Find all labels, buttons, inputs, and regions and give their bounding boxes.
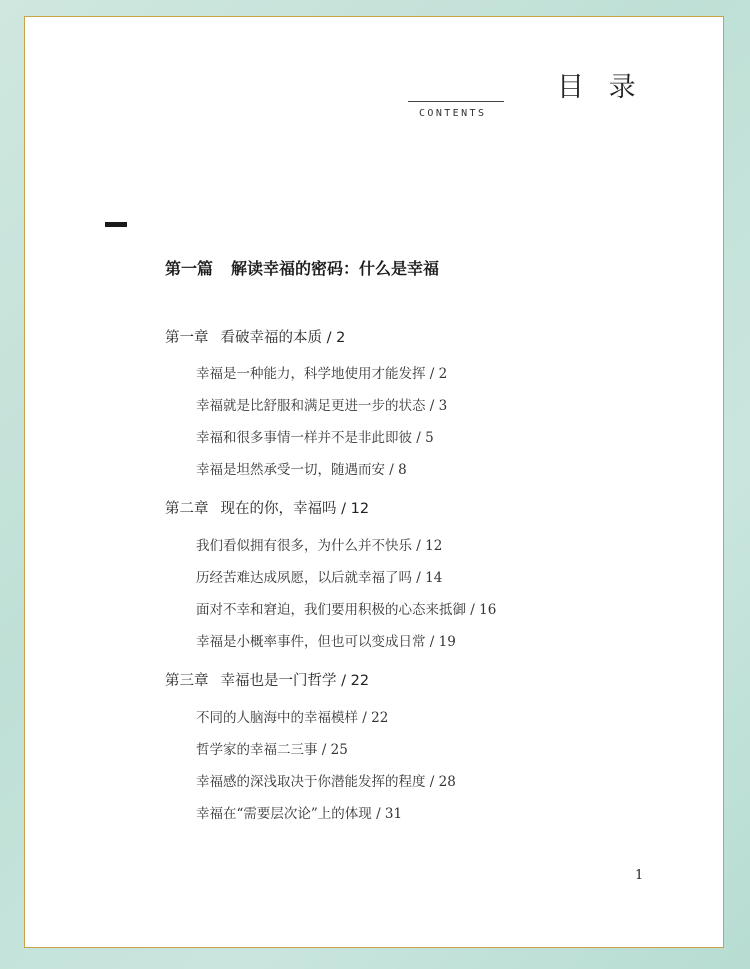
- toc-section[interactable]: 哲学家的幸福二三事 / 25: [196, 742, 348, 758]
- contents-subtitle: CONTENTS: [419, 108, 487, 119]
- part-marker: [105, 222, 127, 227]
- part-heading: [165, 256, 439, 279]
- toc-section[interactable]: 历经苦难达成夙愿，以后就幸福了吗 / 14: [196, 570, 443, 586]
- chapter-label: 第二章: [165, 501, 209, 517]
- toc-section[interactable]: 幸福就是比舒服和满足更进一步的状态 / 3: [196, 398, 448, 414]
- chapter-title: 幸福也是一门哲学 / 22: [220, 673, 370, 689]
- part-label: 第一篇: [165, 259, 214, 278]
- chapter-label: 第三章: [165, 673, 209, 689]
- chapter-title: 看破幸福的本质 / 2: [220, 330, 346, 346]
- toc-section[interactable]: 面对不幸和窘迫，我们要用积极的心态来抵御 / 16: [196, 602, 497, 618]
- toc-section[interactable]: 不同的人脑海中的幸福模样 / 22: [196, 710, 389, 726]
- toc-section[interactable]: 幸福是小概率事件，但也可以变成日常 / 19: [196, 634, 456, 650]
- title-divider: [408, 101, 504, 102]
- chapter-title: 现在的你，幸福吗 / 12: [220, 501, 370, 517]
- toc-section[interactable]: 幸福和很多事情一样并不是非此即彼 / 5: [196, 430, 434, 446]
- toc-section[interactable]: 幸福感的深浅取决于你潜能发挥的程度 / 28: [196, 774, 456, 790]
- toc-chapter-3[interactable]: [165, 669, 369, 690]
- toc-chapter-1[interactable]: [165, 326, 345, 347]
- book-page: [24, 16, 724, 948]
- page-title: 目 录: [557, 72, 644, 103]
- toc-section[interactable]: 我们看似拥有很多，为什么并不快乐 / 12: [196, 538, 443, 554]
- toc-section[interactable]: 幸福在“需要层次论”上的体现 / 31: [196, 806, 403, 822]
- toc-section[interactable]: 幸福是一种能力，科学地使用才能发挥 / 2: [196, 366, 448, 382]
- toc-section[interactable]: 幸福是坦然承受一切，随遇而安 / 8: [196, 462, 407, 478]
- chapter-label: 第一章: [165, 330, 209, 346]
- toc-chapter-2[interactable]: [165, 497, 369, 518]
- part-title: 解读幸福的密码：什么是幸福: [231, 259, 440, 278]
- page-number: 1: [635, 868, 644, 883]
